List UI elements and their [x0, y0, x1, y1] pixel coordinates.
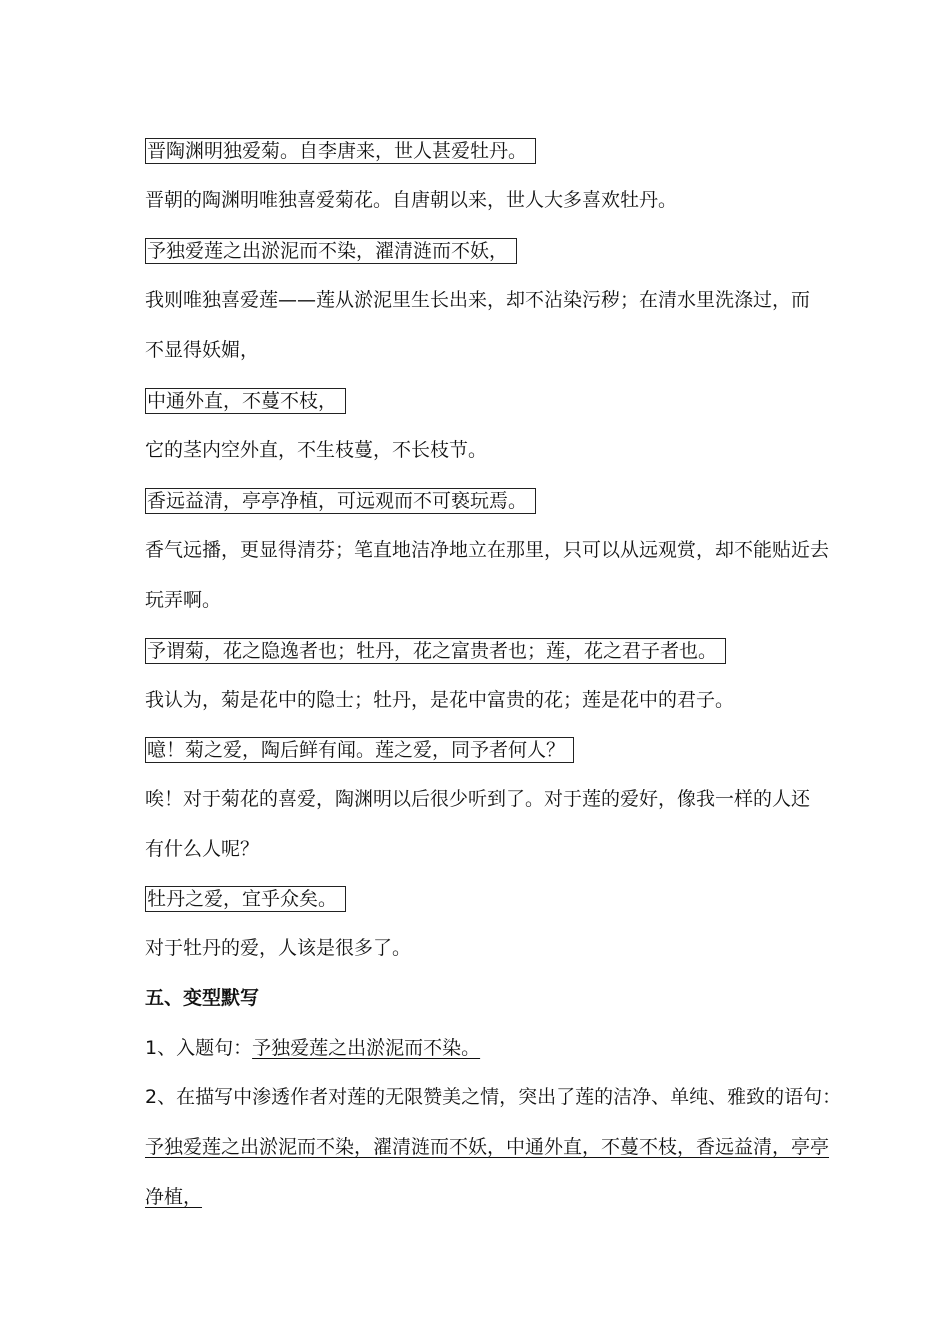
- question-2-answer-line-2: 净植，: [145, 1186, 203, 1208]
- original-text-box: 晋陶渊明独爱菊。自李唐来，世人甚爱牡丹。: [145, 138, 536, 164]
- translation-1-line-1: 晋朝的陶渊明唯独喜爱菊花。自唐朝以来，世人大多喜欢牡丹。: [145, 189, 678, 211]
- question-2-answer-line-1: 予独爱莲之出淤泥而不染，濯清涟而不妖，中通外直，不蔓不枝，香远益清，亭亭: [145, 1136, 830, 1158]
- original-text-7: [145, 886, 346, 912]
- translation-6-line-2: 有什么人呢？: [145, 838, 260, 860]
- section-heading: 五、变型默写: [145, 987, 260, 1009]
- original-text-box: 噫！菊之爱，陶后鲜有闻。莲之爱，同予者何人？: [145, 737, 574, 763]
- question-1-label: 1、入题句：: [145, 1037, 253, 1059]
- original-text-box: 予谓菊，花之隐逸者也；牡丹，花之富贵者也；莲，花之君子者也。: [145, 638, 726, 664]
- translation-7-line-1: 对于牡丹的爱，人该是很多了。: [145, 937, 412, 959]
- original-text-6: [145, 737, 574, 763]
- translation-6-line-1: 唉！对于菊花的喜爱，陶渊明以后很少听到了。对于莲的爱好，像我一样的人还: [145, 788, 811, 810]
- question-1: [145, 1036, 480, 1060]
- translation-5-line-1: 我认为，菊是花中的隐士；牡丹，是花中富贵的花；莲是花中的君子。: [145, 689, 735, 711]
- translation-4-line-2: 玩弄啊。: [145, 589, 222, 611]
- translation-2-line-1: 我则唯独喜爱莲——莲从淤泥里生长出来，却不沾染污秽；在清水里洗涤过，而: [145, 289, 811, 311]
- translation-2-line-2: 不显得妖媚，: [145, 339, 260, 361]
- translation-3-line-1: 它的茎内空外直，不生枝蔓，不长枝节。: [145, 439, 488, 461]
- original-text-box: 香远益清，亭亭净植，可远观而不可亵玩焉。: [145, 488, 536, 514]
- question-2-label: 2、在描写中渗透作者对莲的无限赞美之情，突出了莲的洁净、单纯、雅致的语句：: [145, 1086, 842, 1108]
- original-text-5: [145, 638, 726, 664]
- original-text-1: [145, 138, 536, 164]
- original-text-box: 予独爱莲之出淤泥而不染，濯清涟而不妖，: [145, 238, 517, 264]
- original-text-box: 牡丹之爱，宜乎众矣。: [145, 886, 346, 912]
- original-text-2: [145, 238, 517, 264]
- translation-4-line-1: 香气远播，更显得清芬；笔直地洁净地立在那里，只可以从远观赏，却不能贴近去: [145, 539, 830, 561]
- original-text-box: 中通外直，不蔓不枝，: [145, 388, 346, 414]
- original-text-4: [145, 488, 536, 514]
- question-1-answer: 予独爱莲之出淤泥而不染。: [252, 1037, 481, 1059]
- original-text-3: [145, 388, 346, 414]
